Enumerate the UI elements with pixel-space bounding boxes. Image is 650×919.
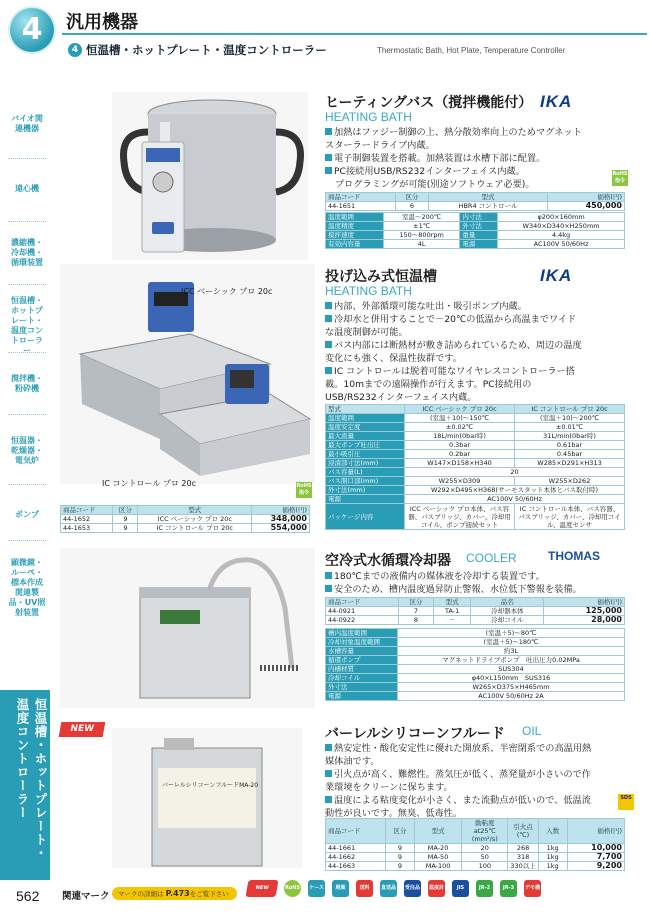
rohs-mark-icon: RoHS	[284, 880, 301, 897]
col-header: 区分	[395, 193, 428, 202]
spec-label: 内槽材質	[326, 665, 398, 674]
cell: ICC ベーシック プロ 20c	[138, 515, 252, 524]
spec-value: φ200×160mm	[498, 213, 625, 222]
col-header: IC コントロール プロ 20c	[515, 405, 625, 414]
col-header: 商品コード	[326, 598, 399, 607]
spec-value: 0.3bar	[405, 441, 515, 450]
spec-value: 4L	[383, 240, 459, 249]
spec-value: W147×D158×H340	[405, 459, 515, 468]
product-4-name: バーレルシリコーンフルード	[325, 726, 505, 742]
price: 28,000	[544, 616, 625, 625]
feature-text: 電子制御装置を搭載。加熱装置は水槽下部に配置。	[334, 153, 546, 164]
product-2-name-en: HEATING BATH	[325, 284, 412, 298]
spec-value: W285×D291×H313	[515, 459, 625, 468]
spec-value: W255×D309	[405, 477, 515, 486]
spec-value: IC コントロール本体、バス容器、バスブリッジ、カバー、冷却用コイル、温度センサ	[515, 504, 625, 530]
sidebar	[0, 96, 48, 688]
jis-mark-icon: JIS	[452, 880, 469, 897]
spec-label: バス開口部(mm)	[326, 477, 405, 486]
cell: 330以上	[508, 862, 538, 871]
bullet-icon	[325, 744, 332, 751]
spec-label: 槽内温度範囲	[326, 629, 398, 638]
bullet-icon	[325, 796, 332, 803]
cell: IC コントロール プロ 20c	[138, 524, 252, 533]
spec-label: 温度安定度	[326, 423, 405, 432]
spec-value: W265×D375×H465mm	[398, 683, 625, 692]
feature-text: IC コントロールは脱着可能なワイヤレスコントローラー搭載。10mまでの遠隔操作が行えます。PC接続用のUSB/RS232インターフェイス内蔵。	[325, 366, 575, 403]
col-header: 型式	[414, 819, 461, 844]
spec-value: ±1℃	[383, 222, 459, 231]
spec-label: 最小吸引圧	[326, 450, 405, 459]
chapter-rule	[62, 33, 647, 35]
col-header: 商品コード	[326, 819, 386, 844]
spec-value: AC100V 50/60Hz	[498, 240, 625, 249]
bullet-icon	[325, 154, 332, 161]
product-2-name: 投げ込み式恒温槽	[325, 269, 437, 285]
table-row[interactable]	[326, 616, 625, 625]
thomas-logo: THOMAS	[548, 549, 600, 563]
spec-label: 内寸法	[460, 213, 498, 222]
cell: 44-1663	[326, 862, 386, 871]
col-header: 商品コード	[61, 506, 113, 515]
chapter-badge: 4	[10, 8, 54, 52]
sidebar-divider	[8, 414, 46, 415]
spec-label: 最大流量	[326, 432, 405, 441]
sidebar-item-oven[interactable]: 恒温器・乾燥器・電気炉	[11, 436, 43, 465]
cell: 9	[386, 862, 415, 871]
spec-label: 浸漬部寸法(mm)	[326, 459, 405, 468]
product-image-silicone-oil	[112, 728, 302, 868]
col-header: 区分	[113, 506, 138, 515]
spec-label: 撹拌速度	[326, 231, 384, 240]
related-marks-label: 関連マーク	[62, 891, 110, 902]
sidebar-divider	[8, 221, 46, 222]
product-3-name: 空冷式水循環冷却器	[325, 553, 451, 569]
spec-value: (室温＋5)～80℃	[398, 629, 625, 638]
can-label: バーレルシリコーンフルードMA-20	[162, 782, 259, 789]
bullet-icon	[325, 585, 332, 592]
cell: MA-50	[414, 853, 461, 862]
spec-value: 室温～200℃	[383, 213, 459, 222]
cell: 9	[386, 853, 415, 862]
bullet-icon	[325, 315, 332, 322]
spec-label: パッケージ内容	[326, 504, 405, 530]
sidebar-item-centrifuge[interactable]: 遠心機	[15, 184, 39, 193]
product-1-name-en: HEATING BATH	[325, 110, 412, 124]
spec-label: バス容量(L)	[326, 468, 405, 477]
price: 450,000	[547, 202, 624, 211]
spec-label: 冷却対象温度範囲	[326, 638, 398, 647]
col-header: 型式	[138, 506, 252, 515]
cell: TA-1	[433, 607, 470, 616]
col-header: 区分	[398, 598, 433, 607]
product-1-name: ヒーティングバス（撹拌機能付）	[325, 95, 533, 111]
col-header: 型式	[433, 598, 470, 607]
col-header: 入数	[538, 819, 567, 844]
cell: 1kg	[538, 862, 567, 871]
bullet-icon	[325, 770, 332, 777]
spec-value: AC100V 50/60Hz	[405, 495, 625, 504]
spec-value: ICC ベーシック プロ本体、バス容器、バスブリッジ、カバー、冷却用コイル、ポンプ接続セット	[405, 504, 515, 530]
product-2-spec-table	[325, 404, 625, 530]
spec-value: 4.4kg	[498, 231, 625, 240]
product-2-order-table	[60, 505, 310, 533]
spec-value: 31L/min(0bar時)	[515, 432, 625, 441]
ref-page-link[interactable]: P.473	[165, 889, 190, 898]
col-header: 引火点(℃)	[508, 819, 538, 844]
feature-text: 内部、外部循環可能な吐出・吸引ポンプ内蔵。	[334, 301, 527, 312]
spec-value: 約3L	[398, 647, 625, 656]
section-number: 4	[68, 43, 82, 57]
cell: 318	[508, 853, 538, 862]
feature-text: バス内部には断熱材が敷き詰められているため、周辺の温度変化にも強く、保温性抜群です。	[325, 340, 582, 364]
sidebar-item-microscope[interactable]: 顕微鏡・ルーペ・標本作成関連製品・UV照射装置	[8, 558, 46, 617]
cell: 44-1652	[61, 515, 113, 524]
bullet-icon	[325, 367, 332, 374]
ref-text: マークの詳細は	[118, 890, 164, 898]
cell: 44-1661	[326, 844, 386, 853]
spec-value: (室温＋5)～180℃	[398, 638, 625, 647]
page-number: 562	[16, 888, 40, 904]
cell: MA-20	[414, 844, 461, 853]
sidebar-item-stirrer[interactable]: 撹拌機・粉砕機	[11, 374, 43, 393]
feature-text: 180℃までの液備内の媒体液を冷却する装置です。	[334, 571, 545, 582]
table-row[interactable]	[326, 844, 625, 853]
price: 9,200	[567, 862, 624, 871]
spec-value: 0.45bar	[515, 450, 625, 459]
table-row[interactable]	[326, 607, 625, 616]
cell: 冷却コイル	[471, 616, 544, 625]
col-header: ICC ベーシック プロ 20c	[405, 405, 515, 414]
product-4-features	[325, 742, 595, 820]
product-3-order-table	[325, 597, 625, 625]
ref-suffix: をご覧下さい	[189, 890, 229, 898]
sidebar-item-pump[interactable]: ポンプ	[15, 510, 39, 519]
spec-value: φ40×L150mm SUS316	[398, 674, 625, 683]
price: 10,000	[567, 844, 624, 853]
product-1-order-table	[325, 192, 625, 211]
chapter-title: 汎用機器	[66, 12, 138, 33]
new-badge: NEW	[59, 722, 106, 737]
cell: 7	[398, 607, 433, 616]
price: 554,000	[252, 524, 310, 533]
spec-value: (室温＋10)～150℃	[405, 414, 515, 423]
feature-text: PC接続用USB/RS232インターフェイス内蔵。	[334, 166, 525, 177]
rohs-icon: RoHS指令	[296, 483, 312, 496]
cell: 100	[462, 862, 508, 871]
col-header: 価格(円)	[567, 819, 624, 844]
col-header: 商品コード	[326, 193, 396, 202]
spec-value: W340×D340×H250mm	[498, 222, 625, 231]
cell: 44-1651	[326, 202, 396, 211]
spec-label: 外寸法	[326, 683, 398, 692]
table-row[interactable]	[326, 862, 625, 871]
product-3-features	[325, 570, 625, 596]
spec-value: ±0.01℃	[515, 423, 625, 432]
price: 125,000	[544, 607, 625, 616]
spec-label: 最大ポンプ吐出圧	[326, 441, 405, 450]
cell: 9	[113, 515, 138, 524]
jr3-mark-icon: JR-3	[500, 880, 517, 897]
cell: 8	[398, 616, 433, 625]
feature-text: 安全のため、槽内温度過昇防止警報、水位低下警報を装備。	[334, 584, 582, 595]
shipping-mark-icon: 送料	[356, 880, 373, 897]
table-row[interactable]	[326, 853, 625, 862]
jr2-mark-icon: JR-2	[476, 880, 493, 897]
feature-text: 温度による粘度変化が小さく、また流動点が低いので、低温流動性が良いです。無臭、低毒性。	[325, 795, 591, 819]
cell: 44-1653	[61, 524, 113, 533]
spec-value: 0.2bar	[405, 450, 515, 459]
feature-text: プログラミングが可能(別途ソフトウェア必要)。	[335, 179, 535, 190]
col-header: 品名	[471, 598, 544, 607]
feature-text: 加熱はファジー制御の上、熱分散効率向上のためマグネットスターラードライブ内蔵。	[325, 127, 582, 151]
section-title-en: Thermostatic Bath, Hot Plate, Temperature Controller	[377, 46, 566, 55]
sidebar-divider	[8, 540, 46, 541]
product-3-spec-table	[325, 628, 625, 701]
sidebar-item-bio[interactable]: バイオ関連機器	[11, 114, 43, 133]
sidebar-active-label: 恒温槽・ホットプレート・温度コントローラー	[15, 698, 48, 860]
price: 7,700	[567, 853, 624, 862]
spec-value: (室温＋10)～200℃	[515, 414, 625, 423]
spec-label: 温度範囲	[326, 213, 384, 222]
price: 348,000	[252, 515, 310, 524]
sidebar-item-thermostat[interactable]: 恒温槽・ホットプレート・温度コントローラー	[11, 296, 43, 355]
cell: 9	[113, 524, 138, 533]
thermometer-mark-icon: 温度計	[428, 880, 445, 897]
ika-logo: IKA	[540, 266, 573, 285]
sidebar-divider	[8, 484, 46, 485]
spec-value: 18L/min(0bar時)	[405, 432, 515, 441]
cell: 20	[462, 844, 508, 853]
ika-logo: IKA	[540, 92, 573, 111]
section-title: 恒温槽・ホットプレート・温度コントローラー	[86, 43, 327, 57]
rohs-icon: RoHS指令	[612, 171, 628, 184]
spec-value: W255×D262	[515, 477, 625, 486]
cell: 6	[395, 202, 428, 211]
feature-text: 熱安定性・酸化安定性に優れた開放系、半密閉系での高温用熱媒体油です。	[325, 743, 592, 767]
cell: 44-0921	[326, 607, 399, 616]
product-4-order-table	[325, 818, 625, 871]
sidebar-item-cooler[interactable]: 濃縮機・冷却機・循環装置	[11, 238, 43, 267]
product-3-name-en: COOLER	[466, 551, 517, 565]
table-row[interactable]	[61, 524, 310, 533]
spec-label: 有効内容量	[326, 240, 384, 249]
sidebar-divider	[8, 352, 46, 353]
demo-mark-icon: デモ機	[524, 880, 541, 897]
feature-text: 引火点が高く、難燃性。蒸気圧が低く、蒸発量が小さいので作業環境をクリーンに保ちます。	[325, 769, 591, 793]
bullet-icon	[325, 167, 332, 174]
bullet-icon	[325, 302, 332, 309]
cell: 44-0922	[326, 616, 399, 625]
spec-label: 循環ポンプ	[326, 656, 398, 665]
spec-value: 20	[405, 468, 625, 477]
image-caption-ic: IC コントロール プロ 20c	[102, 479, 196, 488]
spec-value: W292×D495×H368(サーモスタット本体とバス取付時)	[405, 486, 625, 495]
spec-value: ±0.02℃	[405, 423, 515, 432]
spec-label: 温度範囲	[326, 414, 405, 423]
spec-label: 電源	[460, 240, 498, 249]
mark-reference[interactable]	[112, 887, 237, 900]
spec-value: マグネットドライブポンプ 吐出圧力0.02MPa	[398, 656, 625, 665]
new-mark-icon: NEW	[246, 880, 279, 897]
bullet-icon	[325, 572, 332, 579]
disposal-mark-icon: 廃棄	[332, 880, 349, 897]
direct-ship-mark-icon: 直送品	[380, 880, 397, 897]
spec-label: 水槽容量	[326, 647, 398, 656]
cell: 1kg	[538, 844, 567, 853]
product-1-spec-table	[325, 212, 625, 249]
feature-text: 冷却水と併用することで－20℃の低温から高温までワイドな温度制御が可能。	[325, 314, 577, 338]
product-image-cooler	[60, 548, 315, 708]
bullet-icon	[325, 341, 332, 348]
product-4-name-en: OIL	[522, 724, 542, 738]
product-image-immersion-bath	[60, 264, 315, 484]
table-row[interactable]	[326, 202, 625, 211]
cell: 50	[462, 853, 508, 862]
bullet-icon	[325, 128, 332, 135]
spec-value: AC100V 50/60Hz 2A	[398, 692, 625, 701]
cell: 9	[386, 844, 415, 853]
cell: HBR4 コントロール	[429, 202, 548, 211]
order-mark-icon: 受注品	[404, 880, 421, 897]
col-header: 動粘度at25℃(mm²/s)	[462, 819, 508, 844]
spec-label: 電源	[326, 692, 398, 701]
cell: 268	[508, 844, 538, 853]
spec-value: 0.61bar	[515, 441, 625, 450]
product-image-heating-bath	[112, 92, 308, 260]
col-header: 区分	[386, 819, 415, 844]
product-1-features	[325, 126, 583, 191]
spec-value: SUS304	[398, 665, 625, 674]
spec-value: 150～800rpm	[383, 231, 459, 240]
col-header: 価格(円)	[547, 193, 624, 202]
sidebar-divider	[8, 158, 46, 159]
sds-icon: SDS	[618, 794, 634, 810]
cell: 44-1662	[326, 853, 386, 862]
image-caption-icc: ICC ベーシック プロ 20c	[181, 287, 273, 296]
spec-label: 温度精度	[326, 222, 384, 231]
spec-label: 電源	[326, 495, 405, 504]
product-2-features	[325, 300, 583, 404]
spec-label: 冷却コイル	[326, 674, 398, 683]
col-header: 型式	[326, 405, 405, 414]
spec-label: 外寸法(mm)	[326, 486, 405, 495]
cell: 1kg	[538, 853, 567, 862]
cell: MA-100	[414, 862, 461, 871]
sidebar-divider	[8, 284, 46, 285]
spec-label: 重量	[460, 231, 498, 240]
cell: 冷却器本体	[471, 607, 544, 616]
col-header: 型式	[429, 193, 548, 202]
spec-label: 外寸法	[460, 222, 498, 231]
case-mark-icon: ケース売	[308, 880, 325, 897]
cell: －	[433, 616, 470, 625]
col-header: 価格(円)	[252, 506, 310, 515]
col-header: 価格(円)	[544, 598, 625, 607]
